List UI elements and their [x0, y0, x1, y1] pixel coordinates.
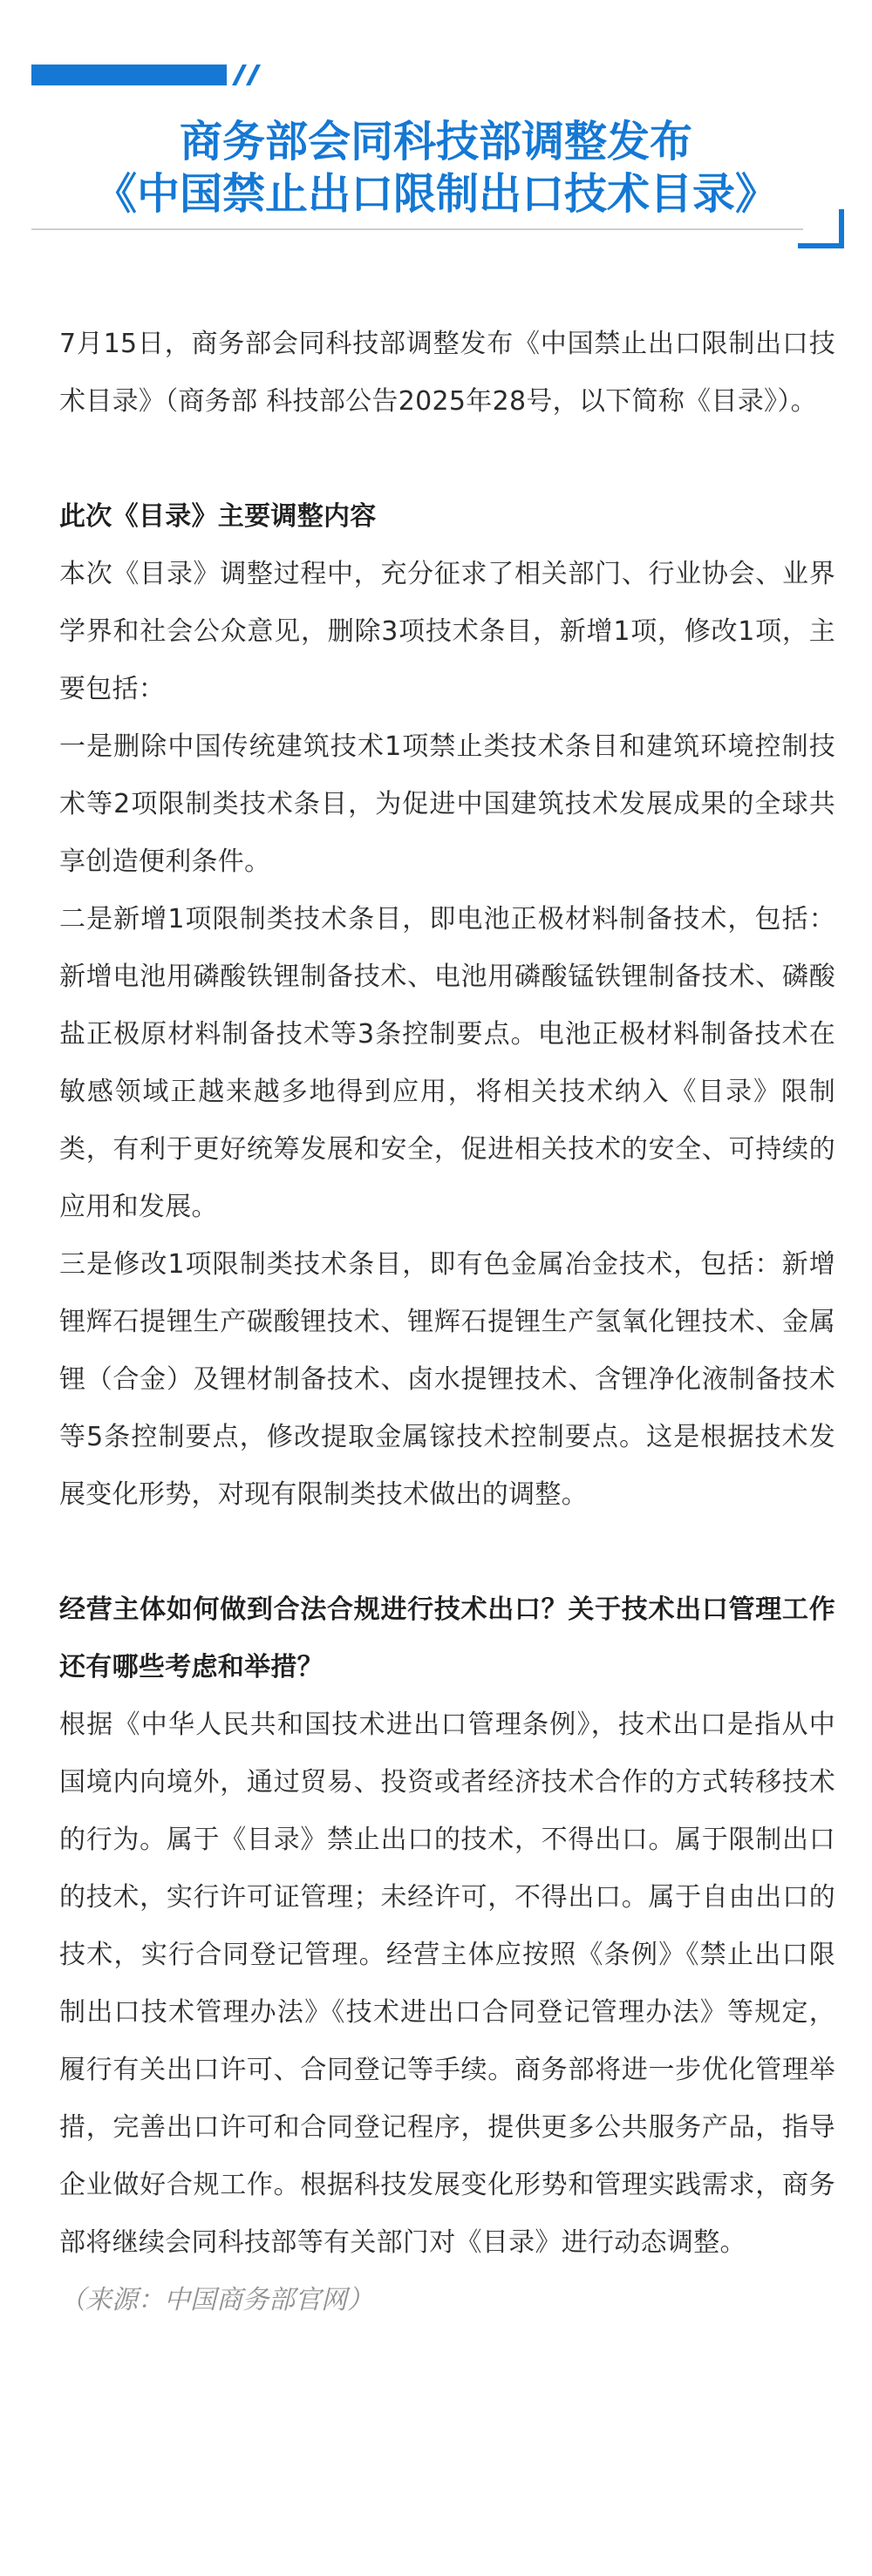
section1-heading: 此次《目录》主要调整内容 [59, 501, 377, 532]
spacer [59, 431, 835, 488]
page-title-line1: 商务部会同科技部调整发布 [179, 117, 692, 167]
spacer [59, 1524, 835, 1581]
section2-paragraph: 根据《中华人民共和国技术进出口管理条例》，技术出口是指从中国境内向境外，通过贸易、投资或者经济技术合作的方式转移技术的行为。属于《目录》禁止出口的技术，不得出口。属于限制出口的技术，实行许可证管理；未经许可，不得出口。属于自由出口的技术，实行合同登记管理。经营主体应按照《条例》《禁止出口限制出口技术管理办法》《技术进出口合同登记管理办法》等规定，履行有关出口许可、合同登记等手续。商务部将进一步优化管理举措，完善出口许可和合同登记程序，提供更多公共服务产品，指导企业做好合规工作。根据科技发展变化形势和管理实践需求，商务部将继续会同科技部等有关部门对《目录》进行动态调整。 [59, 1709, 835, 2258]
section2-heading: 经营主体如何做到合法合规进行技术出口？关于技术出口管理工作还有哪些考虑和举措？ [59, 1594, 835, 1682]
header-banner [0, 0, 872, 262]
section1-paragraph-2: 一是删除中国传统建筑技术1项禁止类技术条目和建筑环境控制技术等2项限制类技术条目，为促进中国建筑技术发展成果的全球共享创造便利条件。 [59, 731, 835, 877]
source-note: （来源：中国商务部官网） [59, 2285, 373, 2315]
intro-paragraph: 7月15日，商务部会同科技部调整发布《中国禁止出口限制出口技术目录》（商务部 科技部公告2025年28号，以下简称《目录》）。 [59, 329, 835, 417]
article-body [59, 316, 835, 2329]
corner-bracket-decoration [798, 209, 850, 253]
decorative-stripe-bar [31, 65, 262, 85]
section1-paragraph-3: 二是新增1项限制类技术条目，即电池正极材料制备技术，包括：新增电池用磷酸铁锂制备技术、电池用磷酸锰铁锂制备技术、磷酸盐正极原材料制备技术等3条控制要点。电池正极材料制备技术在敏感领域正越来越多地得到应用，将相关技术纳入《目录》限制类，有利于更好统筹发展和安全，促进相关技术的安全、可持续的应用和发展。 [59, 904, 835, 1222]
page-title-line2: 《中国禁止出口限制出口技术目录》 [93, 169, 778, 219]
section1-paragraph-4: 三是修改1项限制类技术条目，即有色金属冶金技术，包括：新增锂辉石提锂生产碳酸锂技术、锂辉石提锂生产氢氧化锂技术、金属锂（合金）及锂材制备技术、卤水提锂技术、含锂净化液制备技术等5条控制要点，修改提取金属镓技术控制要点。这是根据技术发展变化形势，对现有限制类技术做出的调整。 [59, 1249, 835, 1510]
section1-paragraph-1: 本次《目录》调整过程中，充分征求了相关部门、行业协会、业界学界和社会公众意见，删除3项技术条目，新增1项，修改1项，主要包括： [59, 559, 835, 704]
title-divider [31, 228, 803, 230]
